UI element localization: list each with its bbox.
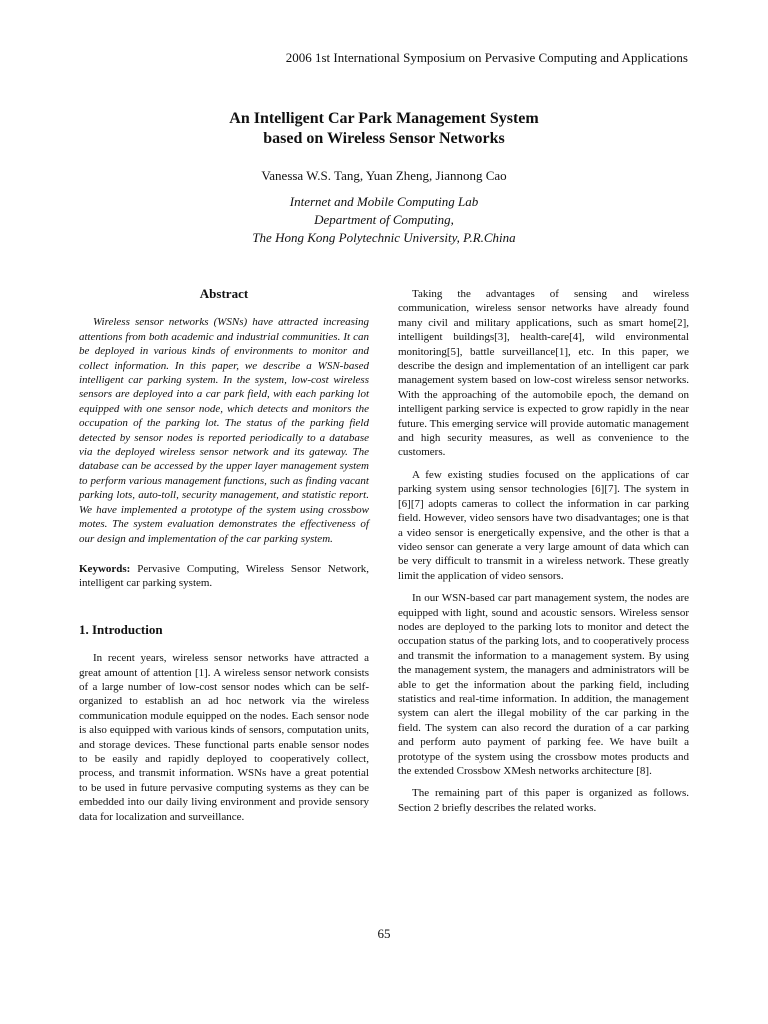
section-heading-introduction: 1. Introduction: [79, 621, 163, 637]
paper-title: [0, 109, 768, 149]
authors: Vanessa W.S. Tang, Yuan Zheng, Jiannong Cao: [261, 168, 507, 183]
affiliation-lab: Internet and Mobile Computing Lab: [289, 194, 479, 209]
affiliation-university: The Hong Kong Polytechnic University, P.R.China: [252, 230, 516, 245]
running-header: 2006 1st International Symposium on Pervasive Computing and Applications: [285, 50, 688, 65]
intro-paragraph-5: The remaining part of this paper is organized as follows. Section 2 briefly describes the related works.: [398, 787, 689, 814]
left-column: [79, 287, 369, 832]
intro-paragraph-3: A few existing studies focused on the applications of car parking system using sensor technologies [6][7]. The system in [6][7] adopts cameras to collect the information in car parking field. However, video sensors have two disadvantages; one is that a video sensor is energetically expensive, and the other is that a video sensor can generate a very large amount of data which can be very difficult to transmit in a wireless network. These greatly limit the application of video sensors.: [398, 468, 689, 582]
abstract-text: Wireless sensor networks (WSNs) have attracted increasing attentions from both academic and industrial communities. It can be deployed in various kinds of environments to monitor and collect information. In this paper, we describe a WSN-based intelligent car parking system. In the system, low-cost wireless sensors are deployed into a car park field, with each parking lot equipped with one sensor node, which detects and monitors the occupation of the parking lot. The status of the parking field detected by sensor nodes is reported periodically to a database via the deployed wireless sensor network and its gateway. The database can be accessed by the upper layer management system to perform various management functions, such as finding vacant parking lots, auto-toll, security management, and statistic report. We have implemented a prototype of the system using crossbow motes. The system evaluation demonstrates the effectiveness of our design and implementation of the car parking system.: [79, 316, 369, 545]
intro-paragraph-1: In recent years, wireless sensor networks have attracted a great amount of attention [1]. A wireless sensor network consists of a large number of low-cost sensor nodes which can be self-organized to establish an ad hoc network via the wireless communication module equipped on the nodes. Each sensor node is also equipped with various kinds of sensors, computation units, and storage devices. These functional parts enable sensor nodes to be easily and rapidly deployed to cooperatively collect, process, and transmit information. WSNs have a great potential to be used in future pervasive computing systems as they can be embedded into our daily living environment and provide sensory data for localization and surveillance.: [79, 652, 369, 823]
abstract-heading: Abstract: [199, 286, 249, 301]
keywords-label: Keywords:: [79, 562, 131, 575]
title-line-1: An Intelligent Car Park Management System: [229, 110, 539, 127]
intro-paragraph-4: In our WSN-based car part management system, the nodes are equipped with light, sound and acoustic sensors. Wireless sensor nodes are deployed to the parking lots to monitor and detect the occupation status of the parking lots, and to cooperatively process and transmit the information to a management system. By using the management system, the managers and administrators will be able to get the information about the parking field, including statistics and real-time information. In addition, the management system can alert the illegal mobility of the car parking in the field. The system can also record the duration of a car parking and perform auto payment of parking fee. We have built a prototype of the system using the crossbow motes products and the extended Crossbow XMesh networks architecture [8].: [398, 592, 689, 777]
page-number: 65: [377, 926, 391, 941]
keywords: [79, 562, 369, 591]
keywords-text: Pervasive Computing, Wireless Sensor Network, intelligent car parking system.: [79, 562, 369, 590]
affiliation: [0, 193, 768, 247]
affiliation-department: Department of Computing,: [314, 212, 454, 227]
intro-paragraph-2: Taking the advantages of sensing and wireless communication, wireless sensor networks have already found many civil and military applications, such as smart home[2], intelligent buildings[3], health-care[4], wild environmental monitoring[5], battle surveillance[1], etc. In this paper, we describe the design and implementation of an intelligent car park management system based on low-cost wireless sensor networks. With the approaching of the automobile epoch, the demand on intelligent parking service is expected to grow rapidly in the near future. This emerging service will provide automatic management and high security measures, as well as convenience to the customers.: [398, 288, 689, 459]
right-column: [398, 287, 689, 823]
title-line-2: based on Wireless Sensor Networks: [263, 130, 505, 147]
